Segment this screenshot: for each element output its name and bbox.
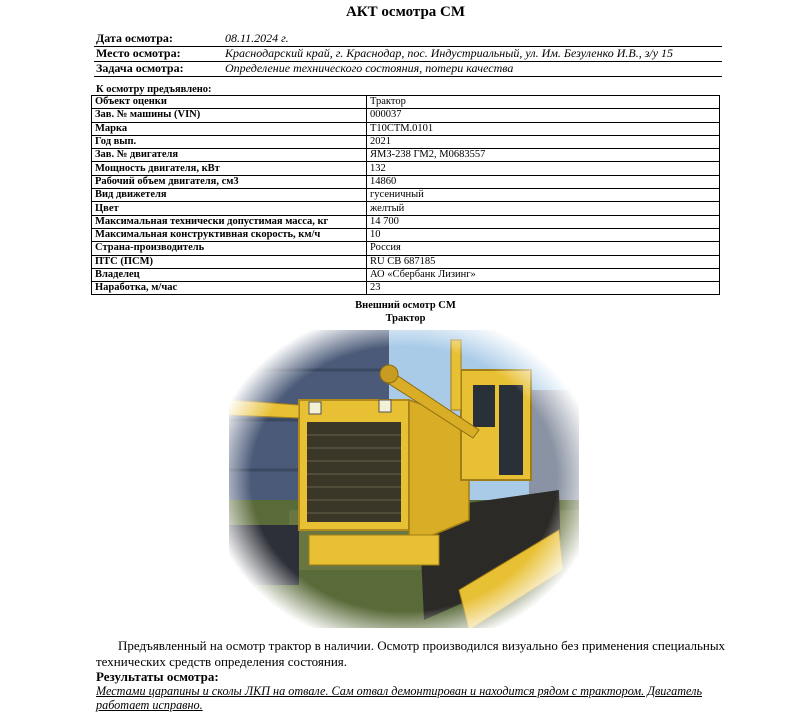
table-row — [92, 282, 720, 295]
spec-key: Максимальная конструктивная скорость, км/ч — [92, 228, 367, 241]
radiator-grille — [307, 422, 401, 522]
tractor-photo — [229, 330, 579, 628]
lower-frame — [309, 535, 439, 565]
inspection-paragraph: Предъявленный на осмотр трактор в наличии. Осмотр производился визуально без применения специальных технических средств определения состояния. — [96, 638, 726, 669]
header-row-date — [94, 31, 722, 47]
table-row — [92, 255, 720, 268]
spec-value: Трактор — [367, 96, 720, 109]
spec-key: Марка — [92, 122, 367, 135]
spec-key: Год вып. — [92, 135, 367, 148]
table-row — [92, 96, 720, 109]
header-value: Краснодарский край, г. Краснодар, пос. Индустриальный, ул. Им. Безуленко И.В., з/у 15 — [225, 46, 674, 60]
spec-value: Т10СТМ.0101 — [367, 122, 720, 135]
results-text: Местами царапины и сколы ЛКП на отвале. Сам отвал демонтирован и находится рядом с трактором. Двигатель работает исправно. — [96, 684, 702, 712]
header-label: Место осмотра: — [96, 46, 181, 60]
spec-key: Зав. № машины (VIN) — [92, 109, 367, 122]
header-label: Задача осмотра: — [96, 61, 184, 75]
spec-value: 000037 — [367, 109, 720, 122]
cab-window — [473, 385, 495, 427]
table-row — [92, 202, 720, 215]
table-row — [92, 109, 720, 122]
truck-wheel — [229, 525, 299, 585]
headlight — [309, 402, 321, 414]
header-row-task — [94, 61, 722, 77]
spec-value: RU CB 687185 — [367, 255, 720, 268]
table-row — [92, 242, 720, 255]
spec-value: 132 — [367, 162, 720, 175]
table-row — [92, 149, 720, 162]
table-row — [92, 268, 720, 281]
exhaust-pipe — [451, 340, 461, 410]
spec-value: 23 — [367, 282, 720, 295]
section-label: К осмотру предъявлено: — [96, 84, 212, 95]
spec-key: Объект оценки — [92, 96, 367, 109]
photo-caption-object: Трактор — [385, 313, 426, 324]
table-row — [92, 175, 720, 188]
table-row — [92, 162, 720, 175]
table-row — [92, 189, 720, 202]
tractor-illustration — [229, 330, 579, 628]
spec-value: 14 700 — [367, 215, 720, 228]
spec-key: Вид движетеля — [92, 189, 367, 202]
spec-key: Зав. № двигателя — [92, 149, 367, 162]
spec-key: Владелец — [92, 268, 367, 281]
results-title: Результаты осмотра: — [96, 669, 219, 684]
spec-key: Цвет — [92, 202, 367, 215]
table-row — [92, 228, 720, 241]
spec-key: Страна-производитель — [92, 242, 367, 255]
document-title: АКТ осмотра СМ — [345, 4, 466, 20]
spec-value: гусеничный — [367, 189, 720, 202]
table-row — [92, 215, 720, 228]
header-value: Определение технического состояния, потери качества — [225, 61, 514, 75]
header-value: 08.11.2024 г. — [225, 31, 289, 45]
spec-value: 14860 — [367, 175, 720, 188]
header-row-place — [94, 46, 722, 62]
spec-key: ПТС (ПСМ) — [92, 255, 367, 268]
cab-door — [499, 385, 523, 475]
spec-value: ЯМЗ-238 ГМ2, М0683557 — [367, 149, 720, 162]
spec-key: Наработка, м/час — [92, 282, 367, 295]
spec-value: Россия — [367, 242, 720, 255]
table-row — [92, 122, 720, 135]
header-label: Дата осмотра: — [96, 31, 173, 45]
spec-value: 10 — [367, 228, 720, 241]
spec-value: АО «Сбербанк Лизинг» — [367, 268, 720, 281]
photo-caption-title: Внешний осмотр СМ — [355, 300, 456, 311]
headlight — [379, 400, 391, 412]
spec-key: Рабочий объем двигателя, см3 — [92, 175, 367, 188]
spec-key: Мощность двигателя, кВт — [92, 162, 367, 175]
table-row — [92, 135, 720, 148]
specs-table — [91, 95, 720, 295]
spec-value: желтый — [367, 202, 720, 215]
spec-value: 2021 — [367, 135, 720, 148]
spec-key: Максимальная технически допустимая масса, кг — [92, 215, 367, 228]
